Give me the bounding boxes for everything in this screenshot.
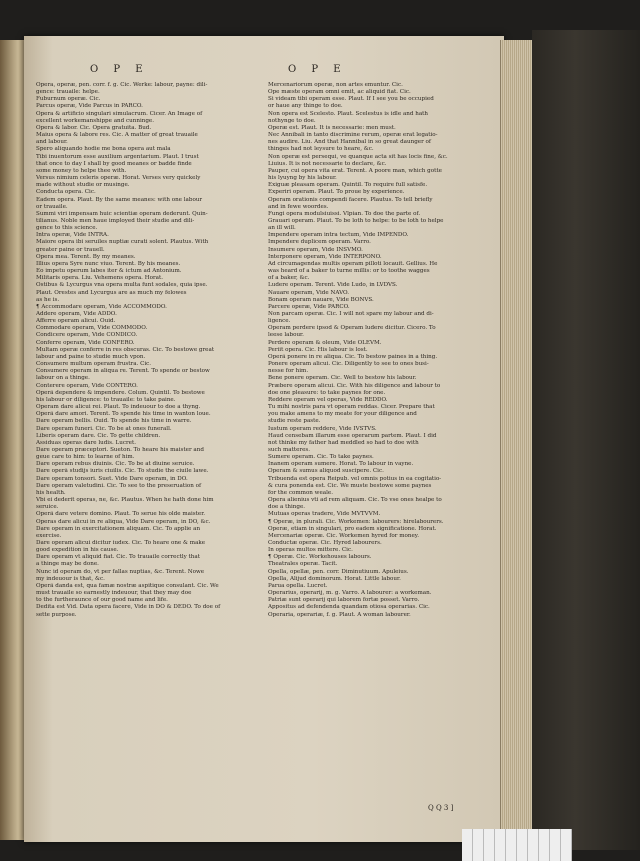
text-line: doe a thinge. bbox=[268, 504, 306, 511]
right-text-column bbox=[268, 82, 494, 619]
text-line: Perdere operam & oleum, Vide OLEVM. bbox=[268, 339, 382, 346]
text-line: gence to this science. bbox=[36, 225, 98, 232]
text-line: Ope mæste operam omni emit, ac aliquid fiat. Cic. bbox=[268, 89, 411, 96]
text-line: Condicere operam, Vide CONDICO. bbox=[36, 332, 138, 339]
text-line: Ponere operam alicui. Cic. Diligently to see to ones busi- bbox=[268, 361, 429, 368]
text-line: labour and paine to studie much vpon. bbox=[36, 353, 146, 360]
text-line: Præbere operam alicui. Cic. With his diligence and labour to bbox=[268, 382, 441, 389]
text-line: Nec Annibali in tanto discrimine rerum, operæ erat legatio- bbox=[268, 132, 438, 139]
text-line: Consumere operam in aliqua re. Terent. To spende or bestow bbox=[36, 368, 210, 375]
text-line: nes audire. Liu. And that Hannibal in so great daunger of bbox=[268, 139, 431, 146]
text-line: Operâ danda est, qua famæ nostræ aspitique consulant. Cic. We bbox=[36, 582, 219, 589]
text-line: must trauaile so earnestly indeuour, that they may doe bbox=[36, 590, 192, 597]
scale-ruler bbox=[462, 829, 572, 861]
text-line: Multam operæ conferre in res obscuras. Cic. To bestowe great bbox=[36, 346, 215, 353]
text-line: Impendere operam intra tectum, Vide IMPENDO. bbox=[268, 232, 409, 239]
text-line: Experiri operam. Plaut. To proue by experience. bbox=[268, 189, 405, 196]
text-line: Operâ dare amori. Terent. To spende his time in wanton loue. bbox=[36, 411, 211, 418]
text-line: Inanem operam sumere. Horat. To labour in vayne. bbox=[268, 461, 414, 468]
text-line: Operarius, operarij, m. g. Varro. A labourer: a workeman. bbox=[268, 590, 432, 597]
text-line: and in fewe woordes. bbox=[268, 203, 329, 210]
book-cover bbox=[532, 30, 640, 850]
left-text-column bbox=[36, 82, 261, 619]
text-line: Dare operâ studijs iuris ciuilis. Cic. To studie the ciuile lawe. bbox=[36, 468, 209, 475]
text-line: Vbi ei dederit operas, ne, &c. Plautus. When he hath done him bbox=[36, 497, 214, 504]
text-line: for the common weale. bbox=[268, 489, 333, 496]
text-line: geue care to him: to learne of him. bbox=[36, 454, 135, 461]
text-line: Maius opera & labore res. Cic. A matter of great trauaile bbox=[36, 132, 198, 139]
text-line: Periit opera. Cic. His labour is lost. bbox=[268, 346, 368, 353]
text-line: Operâ dare vetere domino. Plaut. To serue his olde maister. bbox=[36, 511, 206, 518]
text-line: Dare operam in exercitationem aliquam. Cic. To applie an bbox=[36, 525, 201, 532]
text-line: Tribuenda est opera Reipub. vel omnis potius in ea cogitatio- bbox=[268, 475, 442, 482]
text-line: Conferre operam, Vide CONFERO. bbox=[36, 339, 135, 346]
text-line: Eo impetu operum labes iter & ictum ad Antonium. bbox=[36, 268, 182, 275]
text-line: exercise. bbox=[36, 532, 62, 539]
page-fore-edge bbox=[500, 40, 533, 840]
text-line: Conterere operam, Vide CONTERO. bbox=[36, 382, 138, 389]
text-line: excellent workemanshippe and cunninge. bbox=[36, 117, 155, 124]
text-line: Opella, opellæ, pen. corr. Diminutiuum. Apuleius. bbox=[268, 568, 409, 575]
text-line: Dedita est Vid. Data opera facere, Vide in DO & DEDO. To doe of bbox=[36, 604, 221, 611]
text-line: Ad circumagendas multis operam pilloti locauit. Gellius. He bbox=[268, 260, 438, 267]
text-line: or haue any thinge to doe. bbox=[268, 103, 343, 110]
text-line: Dare operam funeri. Cic. To be at ones funerall. bbox=[36, 425, 172, 432]
text-line: Pauper, cui opera vita erat. Terent. A poore man, which gotte bbox=[268, 167, 442, 174]
text-line: Exiguæ pleasam operam. Quintil. To require full satisfe. bbox=[268, 182, 428, 189]
text-line: Operas dare alicui in re aliqua, Vide Dare operam, in DO, &c. bbox=[36, 518, 211, 525]
text-line: good expedition in his cause. bbox=[36, 547, 119, 554]
text-line: Summi viri impensam huic scientiæ operam dederunt. Quin- bbox=[36, 210, 208, 217]
text-line: Opera & artificio singulari simulacrum. Cicer. An Image of bbox=[36, 110, 203, 117]
text-line: to the furtheraunce of our good name and life. bbox=[36, 597, 168, 604]
text-line: Fungi opera modulsiuissi. Vlpian. To doe the parte of. bbox=[268, 210, 421, 217]
text-line: Insumere operam, Vide INSVMO. bbox=[268, 246, 363, 253]
text-line: Bene ponere operam. Cic. Well to bestow his labour. bbox=[268, 375, 417, 382]
text-line: Opera alienius vti ad rem aliquam. Cic. To vse ones healpe to bbox=[268, 497, 442, 504]
text-line: Spero aliquando hodie me bona opera aut mala bbox=[36, 146, 171, 153]
text-line: Sumere operam. Cic. To take paynes. bbox=[268, 454, 374, 461]
text-line: Grauari operam. Plaut. To be loth to helpe: to be loth to helpe bbox=[268, 217, 444, 224]
text-line: studie reste paste. bbox=[268, 418, 321, 425]
text-line: Addere operam, Vide ADDO. bbox=[36, 311, 117, 317]
text-line: some money to helpe thee with. bbox=[36, 167, 127, 174]
text-line: Reddere operam vel operas, Vide REDDO. bbox=[268, 396, 388, 403]
text-line: a thinge may be done. bbox=[36, 561, 99, 568]
text-line: Maiore opera ibi seruiles nuptiæ curati solent. Plautus. With bbox=[36, 239, 209, 246]
text-line: nothynge to doe. bbox=[268, 117, 316, 124]
text-line: Operam orationis compendi facere. Plautus. To tell briefly bbox=[268, 196, 433, 203]
text-line: his lyuyng by his labour. bbox=[268, 175, 337, 182]
text-line: leese labour. bbox=[268, 332, 304, 339]
signature-mark: Q Q 3 ] bbox=[428, 804, 454, 812]
text-line: Mercenariæ operæ. Cic. Workemen hyred for money. bbox=[268, 532, 419, 539]
text-line: ligence. bbox=[268, 318, 291, 325]
text-line: tilianus. Noble men haue imployed their studie and dili- bbox=[36, 217, 195, 224]
text-line: Tibi inuentorum esse auxilium argentarium. Plaut. I trust bbox=[36, 153, 199, 160]
text-line: that once to day I shall by good meanes or badde finde bbox=[36, 160, 192, 167]
text-line: an ill will. bbox=[268, 225, 296, 232]
text-line: Eadem opera. Plaut. By the same meanes: with one labour bbox=[36, 196, 203, 203]
text-line: Mercenariorum operæ, non artes emuntur. Cic. bbox=[268, 82, 403, 88]
text-line: Iustum operam reddere, Vide IVSTVS. bbox=[268, 425, 377, 432]
text-line: you make amens to my meate for your diligence and bbox=[268, 411, 417, 418]
text-line: Dare operam tonsori. Suet. Vide Dare operam, in DO. bbox=[36, 475, 188, 482]
text-line: Ostibus & Lycurgus vna opera multa funt sodales, quia ipse. bbox=[36, 282, 208, 289]
text-line: Intra operæ, Vide INTRA. bbox=[36, 232, 109, 239]
text-line: sette purpose. bbox=[36, 611, 77, 618]
text-line: Conductæ operæ. Cic. Hyred labourers. bbox=[268, 540, 382, 546]
text-line: not thinke my father had meddled so had to doe with bbox=[268, 439, 419, 446]
text-line: Plaut. Orestes and Lycurgus are as much my felowes bbox=[36, 289, 187, 296]
text-line: Opera mea. Terent. By my meanes. bbox=[36, 253, 136, 260]
text-line: Liuius. It is not necessarie to declare, &c. bbox=[268, 160, 387, 167]
text-line: Dare operam alicui dicitur iudex. Cic. To heare one & make bbox=[36, 540, 206, 546]
text-line: Dare operam bellis. Ouid. To spende his time in warre. bbox=[36, 418, 192, 425]
text-line: ¶ Operæ. Cic. Workehouses labours. bbox=[268, 554, 372, 561]
text-line: such matteres. bbox=[268, 446, 311, 453]
text-line: labour on a thinge. bbox=[36, 375, 90, 382]
text-line: ¶ Accommodare operam, Vide ACCOMMODO. bbox=[36, 303, 167, 310]
text-line: Appositus ad defendenda quandam otiosa operarias. Cic. bbox=[268, 604, 430, 611]
text-line: Operaria, operariæ, f. g. Plaut. A woman labourer. bbox=[268, 611, 411, 618]
text-line: or trauaile. bbox=[36, 203, 68, 210]
text-line: Opera, operæ, pen. corr. f. g. Cic. Werke: labour, payne: dili- bbox=[36, 82, 208, 88]
text-line: Dare operam rebus diuinis. Cic. To be at diuine seruice. bbox=[36, 461, 195, 468]
text-line: doe one pleasure: to take paynes for one. bbox=[268, 389, 386, 396]
text-line: Impendere duplicem operam. Varro. bbox=[268, 239, 371, 246]
text-line: Dare operam valetudini. Cic. To see to the preseruation of bbox=[36, 482, 202, 489]
running-head-right: O P E bbox=[288, 64, 347, 75]
text-line: Versus nimium celeris operæ. Horat. Verses very quickely bbox=[36, 175, 201, 182]
text-line: Operam perdere ipsod & Operam ludere dicitur. Cicero. To bbox=[268, 325, 436, 332]
text-line: Conducta opera. Cic. bbox=[36, 189, 96, 196]
text-line: and labour. bbox=[36, 139, 68, 146]
text-line: Fuburnum operæ. Cic. bbox=[36, 96, 101, 103]
text-line: of a baker, &c. bbox=[268, 275, 310, 282]
text-line: Commodare operam, Vide COMMODO. bbox=[36, 325, 148, 332]
text-line: nesse for him. bbox=[268, 368, 309, 375]
text-line: Dare operam præceptori. Sueton. To heare his maister and bbox=[36, 446, 204, 453]
text-line: Patriæ sunt operarij qui laborem fortæ posset. Varro. bbox=[268, 597, 420, 604]
text-line: ¶ Operæ, in plurali. Cic. Workemen: labourers: hirelabourers. bbox=[268, 518, 444, 525]
text-line: seruice. bbox=[36, 504, 59, 511]
text-line: Si videam tibi operam esse. Plaut. If I see you be occupied bbox=[268, 96, 434, 103]
text-line: Ludere operam. Terent. Vide Ludo, in LVDVS. bbox=[268, 282, 398, 289]
text-line: Theatrales operæ. Tacit. bbox=[268, 561, 338, 568]
text-line: his health. bbox=[36, 489, 66, 496]
text-line: Operâ ponere in re aliqua. Cic. To bestow paines in a thing. bbox=[268, 353, 438, 360]
text-line: & cura ponenda est. Cic. We muste bestowe some paynes bbox=[268, 482, 432, 489]
text-line: Non operæ est persequi, ve quanque acta sit has locis fine, &c. bbox=[268, 153, 448, 160]
text-line: Operam dare alicui rei. Plaut. To indeuour to doe a thyng. bbox=[36, 404, 201, 411]
text-line: Operæ, etiam in singulari, pro eadem significatione. Horat. bbox=[268, 525, 437, 532]
text-line: Dare operam vt aliquid fiat. Cic. To trauaile correctly that bbox=[36, 554, 200, 561]
text-line: was heard of a baker to turne millis: or to toothe wagges bbox=[268, 268, 430, 275]
text-line: Opella, Alijud dominorum. Horat. Little labour. bbox=[268, 575, 401, 582]
text-line: Parcere operæ, Vide PARCO. bbox=[268, 303, 350, 310]
text-line: Parcus operæ, Vide Parcus in PARCO. bbox=[36, 103, 143, 110]
text-line: Militaris opera. Liu. Vehemens opera. Horat. bbox=[36, 275, 163, 282]
text-line: my indeuour is that, &c. bbox=[36, 575, 105, 582]
text-line: as he is. bbox=[36, 296, 60, 303]
text-line: Operæ est. Plaut. It is necessarie: men must. bbox=[268, 124, 396, 131]
text-line: made without studie or musinge. bbox=[36, 182, 130, 189]
text-line: Nunc id operam do, vt per fallas nuptias, &c. Terent. Nowe bbox=[36, 568, 205, 575]
text-line: Interponere operam, Vide INTERPONO. bbox=[268, 253, 382, 260]
text-line: greater paine or trauell. bbox=[36, 246, 105, 253]
text-line: Non opera est Scelesto. Plaut. Scelestus is idle and hath bbox=[268, 110, 429, 117]
text-line: Haud censebam illarum esse operarum partem. Plaut. I did bbox=[268, 432, 437, 439]
text-line: Illius opera Syre nunc viuo. Terent. By his meanes. bbox=[36, 260, 181, 267]
text-line: Consumere multum operam frustra. Cic. bbox=[36, 361, 152, 368]
text-line: Assiduas operas dare ludis. Lucret. bbox=[36, 439, 136, 446]
text-line: Operâ dependere & impendere. Colum. Quintil. To bestowe bbox=[36, 389, 205, 396]
text-line: Liberis operam dare. Cic. To gette children. bbox=[36, 432, 161, 439]
text-line: In operas multos mittere. Cic. bbox=[268, 547, 353, 554]
text-line: Opera & labor. Cic. Opera gratuita. Bud. bbox=[36, 124, 152, 131]
text-line: Bonam operam nauare, Vide BONVS. bbox=[268, 296, 374, 303]
text-line: thinges had not leysure to heare, &c. bbox=[268, 146, 374, 153]
text-line: Operam & sumus aliquod suscipere. Cic. bbox=[268, 468, 384, 475]
text-line: Afferre operam alicui. Ouid. bbox=[36, 318, 116, 325]
text-line: Mutuas operas tradere, Vide MVTVVM. bbox=[268, 511, 381, 518]
text-line: Non parcam operæ. Cic. I will not spare my labour and di- bbox=[268, 311, 434, 317]
text-line: gence: trauaile: helpe. bbox=[36, 89, 100, 96]
text-line: Tu mihi nostris para vt operam reddas. Cicer. Prepare that bbox=[268, 404, 435, 411]
text-line: Nauare operam, Vide NAVO. bbox=[268, 289, 350, 296]
running-head-left: O P E bbox=[90, 64, 149, 75]
text-line: his labour or diligence: to trauaile: to take paine. bbox=[36, 396, 176, 403]
text-line: Parua opella. Lucret. bbox=[268, 582, 328, 589]
